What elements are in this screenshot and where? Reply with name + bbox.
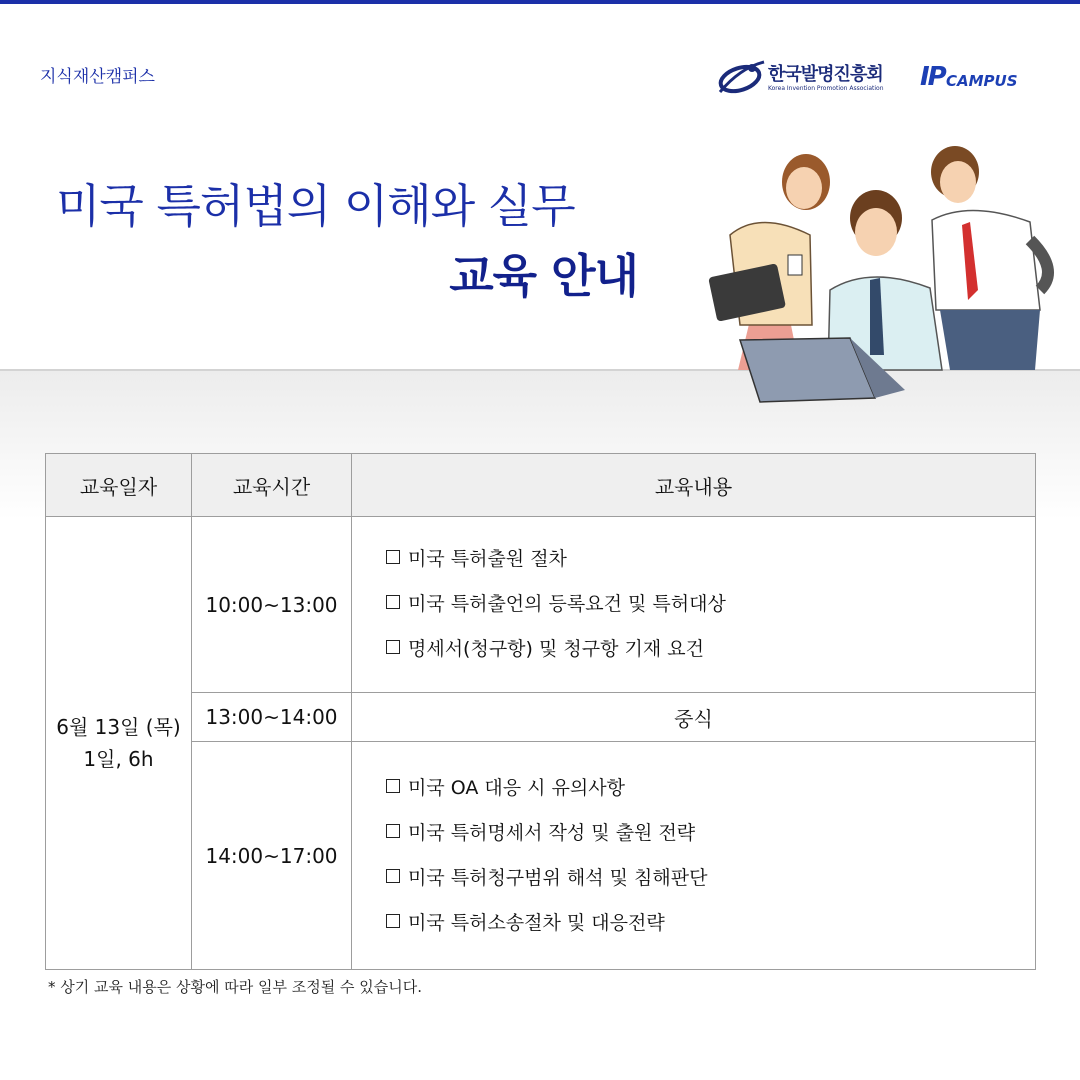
- page-title-line1: 미국 특허법의 이해와 실무: [56, 179, 575, 233]
- checkbox-square-icon: [386, 914, 400, 928]
- education-schedule-table: [45, 453, 1036, 970]
- lunch-cell: 중식: [352, 693, 1036, 742]
- list-item: [386, 811, 1035, 856]
- list-item-text: 미국 특허청구범위 해석 및 침해판단: [408, 866, 708, 889]
- table-row: [46, 693, 1036, 742]
- table-row: [46, 742, 1036, 970]
- kipa-logo: [716, 58, 894, 98]
- list-item: [386, 856, 1035, 901]
- ipcampus-campus-text: CAMPUS: [946, 72, 1018, 90]
- header-date: 교육일자: [46, 454, 192, 517]
- education-date: 6월 13일 (목): [56, 715, 181, 739]
- list-item: [386, 766, 1035, 811]
- content-cell: [352, 517, 1036, 693]
- time-cell: 14:00~17:00: [192, 742, 352, 970]
- checkbox-square-icon: [386, 824, 400, 838]
- list-item: [386, 627, 1035, 672]
- checkbox-square-icon: [386, 595, 400, 609]
- list-item-text: 미국 특허명세서 작성 및 출원 전략: [408, 821, 696, 844]
- list-item: [386, 901, 1035, 946]
- content-cell: [352, 742, 1036, 970]
- list-item: [386, 537, 1035, 582]
- footnote: * 상기 교육 내용은 상황에 따라 일부 조정될 수 있습니다.: [48, 978, 422, 996]
- time-cell: 10:00~13:00: [192, 517, 352, 693]
- page-title-line2: 교육 안내: [449, 249, 638, 303]
- table-header-row: [46, 454, 1036, 517]
- time-cell: 13:00~14:00: [192, 693, 352, 742]
- list-item-text: 미국 특허소송절차 및 대응전략: [408, 911, 665, 934]
- education-duration: 1일, 6h: [83, 747, 154, 771]
- table-row: [46, 517, 1036, 693]
- list-item-text: 미국 특허출언의 등록요건 및 특허대상: [408, 593, 726, 615]
- date-cell: [46, 517, 192, 970]
- kipa-swoosh-icon: [716, 58, 768, 98]
- kipa-korean-name: 한국발명진흥회: [768, 64, 883, 85]
- list-item-text: 미국 OA 대응 시 유의사항: [408, 776, 625, 799]
- ipcampus-logo: [920, 62, 1030, 94]
- checkbox-square-icon: [386, 640, 400, 654]
- list-item-text: 미국 특허출원 절차: [408, 548, 567, 570]
- checkbox-square-icon: [386, 550, 400, 564]
- checkbox-square-icon: [386, 869, 400, 883]
- header-content: 교육내용: [352, 454, 1036, 517]
- kipa-english-name: Korea Invention Promotion Association: [768, 85, 884, 92]
- office-workers-illustration: [700, 140, 1080, 410]
- top-accent-bar: [0, 0, 1080, 4]
- ipcampus-ip-text: IP: [920, 62, 945, 92]
- list-item-text: 명세서(청구항) 및 청구항 기재 요건: [408, 638, 704, 660]
- brand-label: 지식재산캠퍼스: [40, 67, 155, 87]
- list-item: [386, 582, 1035, 627]
- header-time: 교육시간: [192, 454, 352, 517]
- checkbox-square-icon: [386, 779, 400, 793]
